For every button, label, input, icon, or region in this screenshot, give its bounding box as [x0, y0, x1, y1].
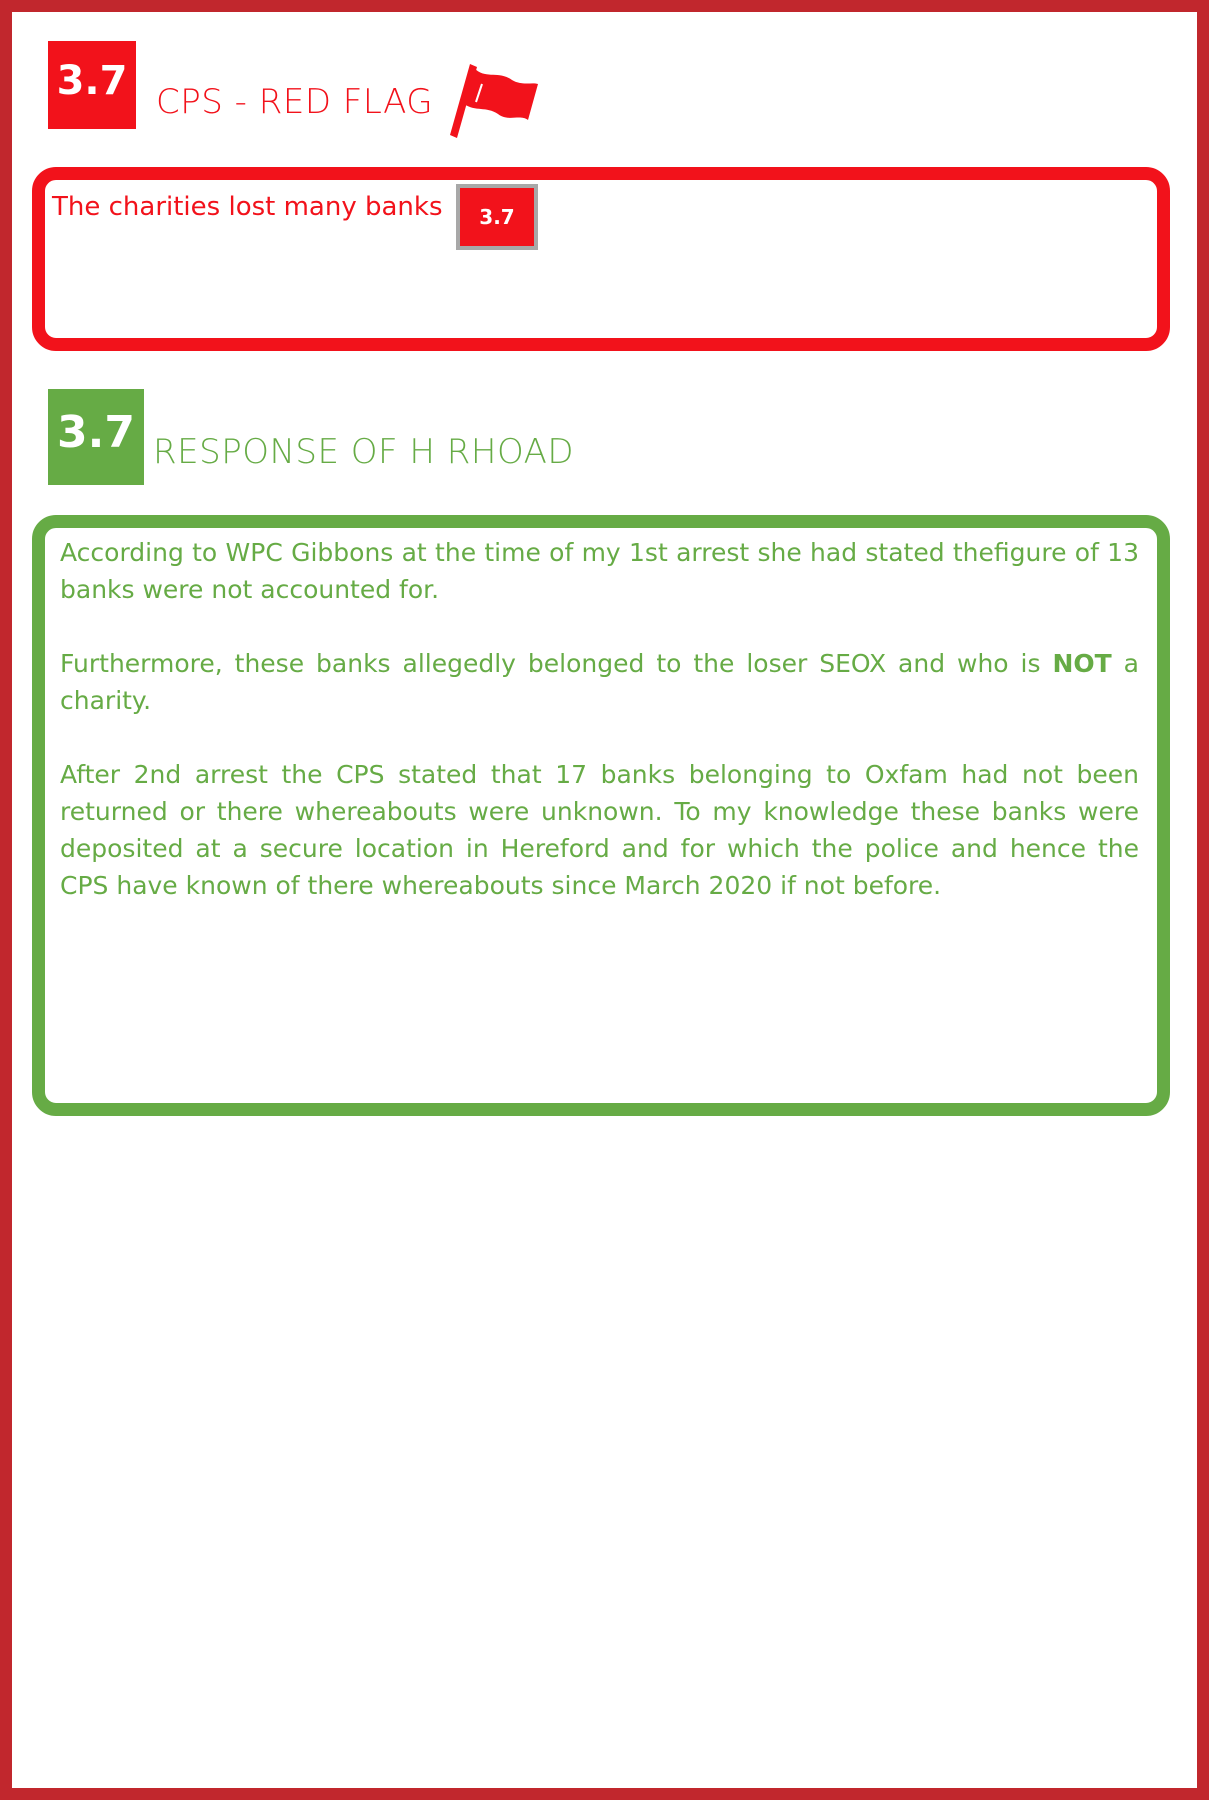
cps-section-badge: 3.7: [48, 41, 136, 129]
response-paragraph-2-end: a charity.: [60, 649, 1139, 715]
cps-section-title: CPS - RED FLAG: [156, 82, 434, 122]
response-paragraph-2-emphasis: NOT: [1052, 649, 1112, 678]
cps-claim-text: The charities lost many banks: [52, 192, 443, 222]
response-paragraph-3: After 2nd arrest the CPS stated that 17 banks belonging to Oxfam had not been returned or there whereabouts were unknown. To my knowledge these banks were deposited at a secure location in Hereford and for which the police and hence the CPS have known of there whereabouts since March 2020 if not before.: [60, 760, 1139, 900]
response-paragraph-2: [60, 645, 1139, 719]
response-section-badge: 3.7: [48, 389, 144, 485]
response-paragraph-2-start: Furthermore, these banks allegedly belonged to the loser SEOX and who is: [60, 649, 1053, 678]
response-text: [60, 534, 1139, 941]
red-flag-icon: [450, 60, 540, 140]
cps-claim-badge: 3.7: [456, 184, 538, 250]
response-section-title: RESPONSE OF H RHOAD: [153, 432, 575, 472]
response-paragraph-1: According to WPC Gibbons at the time of my 1st arrest she had stated thefigure of 13 banks were not accounted for.: [60, 538, 1139, 604]
